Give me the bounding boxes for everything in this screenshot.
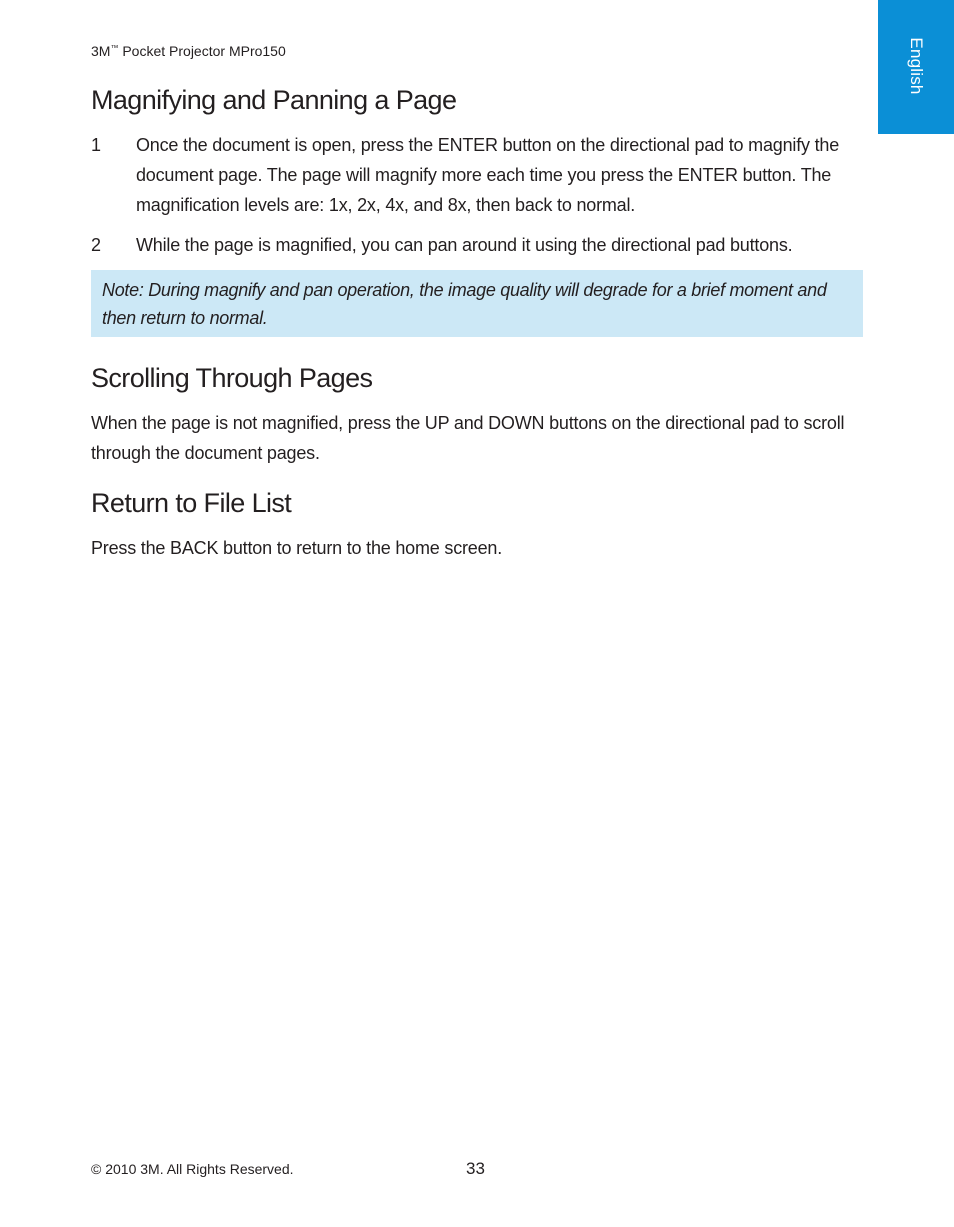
- step-item: [91, 130, 863, 220]
- step-text: Once the document is open, press the ENTER button on the directional pad to magnify the document page. The page will magnify more each time you press the ENTER button. The magnification levels are: 1x, 2x, 4x, and 8x, then back to normal.: [136, 135, 840, 215]
- footer-copyright: © 2010 3M. All Rights Reserved.: [91, 1161, 294, 1177]
- step-text: While the page is magnified, you can pan around it using the directional pad buttons.: [136, 235, 793, 255]
- section-title-magnify: Magnifying and Panning a Page: [91, 85, 457, 115]
- magnify-steps: [91, 130, 863, 260]
- section-title-scrolling: Scrolling Through Pages: [91, 363, 373, 393]
- section-title-return: Return to File List: [91, 488, 292, 518]
- running-header-product: Pocket Projector MPro150: [118, 43, 286, 59]
- trademark-symbol: ™: [110, 43, 119, 53]
- page-content: [91, 85, 863, 563]
- return-body: Press the BACK button to return to the home screen.: [91, 538, 503, 558]
- note-box: Note: During magnify and pan operation, the image quality will degrade for a brief moment and then return to normal.: [91, 270, 863, 337]
- step-number: 2: [91, 235, 102, 255]
- language-tab-label: English: [907, 37, 926, 95]
- page-number: 33: [466, 1159, 485, 1178]
- language-tab: [878, 0, 954, 134]
- running-header-brand: 3M: [91, 43, 111, 59]
- scrolling-body: When the page is not magnified, press the UP and DOWN buttons on the directional pad to scroll through the document pages.: [91, 413, 845, 463]
- running-header: [91, 43, 286, 59]
- step-item: [91, 230, 863, 260]
- step-number: 1: [91, 135, 102, 155]
